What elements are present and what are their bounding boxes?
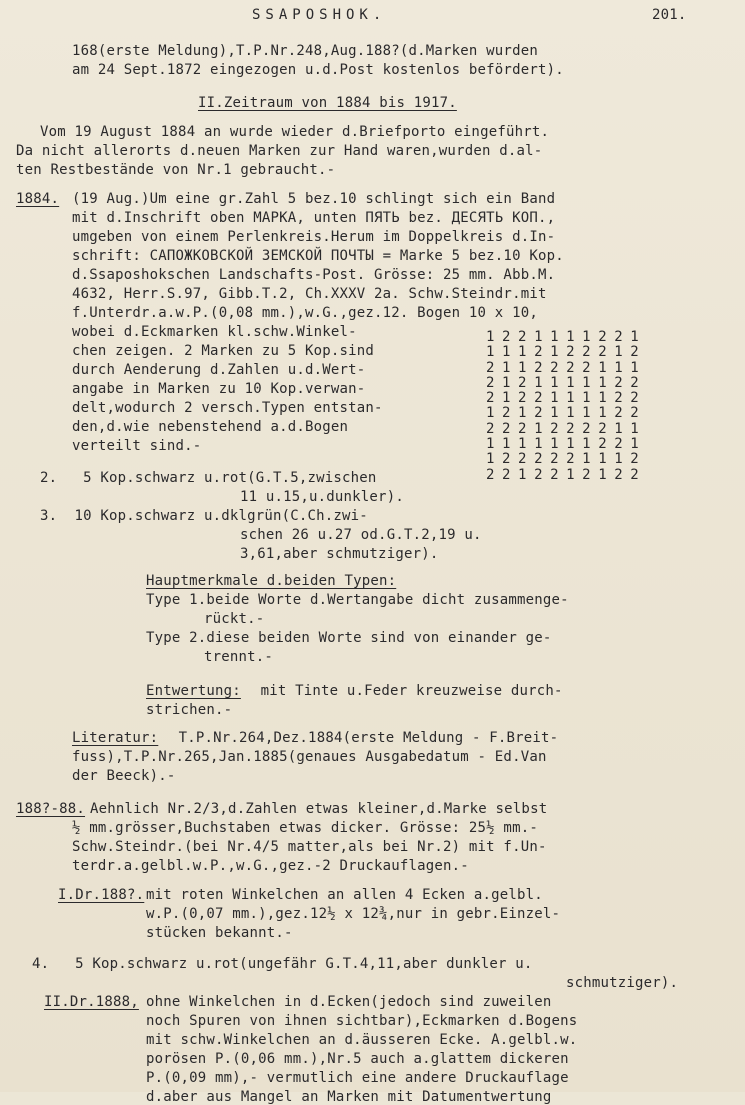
text-line: mit roten Winkelchen an allen 4 Ecken a.gelbl. [146, 887, 543, 903]
text-line: terdr.a.gelbl.w.P.,w.G.,gez.-2 Druckauflagen.- [72, 858, 469, 874]
text-line: Aehnlich Nr.2/3,d.Zahlen etwas kleiner,d.Marke selbst [90, 801, 548, 817]
printing-label: II.Dr.1888, [44, 994, 139, 1010]
text-line: schen 26 u.27 od.G.T.2,19 u. [240, 527, 482, 543]
type-distribution-grid [486, 330, 646, 483]
printing-label: I.Dr.188?. [58, 887, 145, 903]
running-title: SSAPOSHOK. [252, 7, 387, 23]
grid-row: 1221111221 [486, 329, 647, 345]
text-line: d.Ssaposhokschen Landschafts-Post. Grösse: 25 mm. Abb.M. [72, 267, 556, 283]
text-line: noch Spuren von ihnen sichtbar),Eckmarken d.Bogens [146, 1013, 578, 1029]
text-line: am 24 Sept.1872 eingezogen u.d.Post kostenlos befördert). [72, 62, 564, 78]
grid-row: 1112122212 [486, 344, 647, 361]
text-line: stücken bekannt.- [146, 925, 293, 941]
grid-row: 2112222111 [486, 359, 647, 376]
text-line: d.aber aus Mangel an Marken mit Datumentwertung [146, 1089, 552, 1105]
text-line: fuss),T.P.Nr.265,Jan.1885(genaues Ausgabedatum - Ed.Van [72, 749, 547, 765]
text-line: mit d.Inschrift oben МАРКА, unten ПЯТЬ bez. ДЕСЯТЬ КОП., [72, 210, 556, 226]
text-line: (19 Aug.)Um eine gr.Zahl 5 bez.10 schlingt sich ein Band [72, 191, 556, 207]
text-line: durch Aenderung d.Zahlen u.d.Wert- [72, 362, 366, 378]
text-line: porösen P.(0,06 mm.),Nr.5 auch a.glattem dickeren [146, 1051, 569, 1067]
text-line: den,d.wie nebenstehend a.d.Bogen [72, 419, 349, 435]
text-line: mit schw.Winkelchen an d.äusseren Ecke. A.gelbl.w. [146, 1032, 578, 1048]
text-line: delt,wodurch 2 versch.Typen entstan- [72, 400, 383, 416]
literature-label: Literatur: [72, 730, 159, 746]
text-line: schrift: САПОЖКОВСКОЙ ЗЕМСКОЙ ПОЧТЫ = Marke 5 bez.10 Kop. [72, 248, 564, 264]
text-line: Type 2.diese beiden Worte sind von einander ge- [146, 630, 552, 646]
text-line: w.P.(0,07 mm.),gez.12½ x 12¾,nur in gebr.Einzel- [146, 906, 561, 922]
text-line: der Beeck).- [72, 768, 176, 784]
text-line: strichen.- [146, 702, 233, 718]
text-line: ohne Winkelchen in d.Ecken(jedoch sind zuweilen [146, 994, 552, 1010]
text-line: Vom 19 August 1884 an wurde wieder d.Briefporto eingeführt. [40, 124, 550, 140]
cancellation-label: Entwertung: [146, 683, 241, 699]
issue-date-label: 1884. [16, 191, 60, 207]
grid-row: 1111111221 [486, 436, 647, 453]
text-line: Type 1.beide Worte d.Wertangabe dicht zusammenge- [146, 592, 569, 608]
text-line: 4632, Herr.S.97, Gibb.T.2, Ch.XXXV 2a. Schw.Steindr.mit [72, 286, 547, 302]
text-line: mit Tinte u.Feder kreuzweise durch- [252, 683, 563, 699]
grid-row: 2212212122 [486, 466, 647, 483]
text-line: umgeben von einem Perlenkreis.Herum im Doppelkreis d.In- [72, 229, 556, 245]
grid-row: 1212111122 [486, 405, 647, 422]
text-line: angabe in Marken zu 10 Kop.verwan- [72, 381, 366, 397]
text-line: T.P.Nr.264,Dez.1884(erste Meldung - F.Breit- [170, 730, 559, 746]
text-line: chen zeigen. 2 Marken zu 5 Kop.sind [72, 343, 375, 359]
subheading: Hauptmerkmale d.beiden Typen: [146, 573, 397, 589]
text-line: 168(erste Meldung),T.P.Nr.248,Aug.188?(d.Marken wurden [72, 43, 538, 59]
text-line: schmutziger). [566, 975, 679, 991]
text-line: ten Restbestände von Nr.1 gebraucht.- [16, 162, 336, 178]
catalog-entry-3: 3. 10 Kop.schwarz u.dklgrün(C.Ch.zwi- [40, 508, 368, 524]
page-number: 201. [652, 7, 687, 23]
text-line: ½ mm.grösser,Buchstaben etwas dicker. Grösse: 25½ mm.- [72, 820, 538, 836]
grid-row: 2122111122 [486, 390, 647, 407]
catalog-entry-2: 2. 5 Kop.schwarz u.rot(G.T.5,zwischen [40, 470, 377, 486]
text-line: Schw.Steindr.(bei Nr.4/5 matter,als bei Nr.2) mit f.Un- [72, 839, 547, 855]
text-line: 11 u.15,u.dunkler). [240, 489, 404, 505]
text-line: Da nicht allerorts d.neuen Marken zur Hand waren,wurden d.al- [16, 143, 543, 159]
text-line: 3,61,aber schmutziger). [240, 546, 439, 562]
catalog-entry-4: 4. 5 Kop.schwarz u.rot(ungefähr G.T.4,11,aber dunkler u. [32, 956, 533, 972]
text-line: f.Unterdr.a.w.P.(0,08 mm.),w.G.,gez.12. Bogen 10 x 10, [72, 305, 538, 321]
issue-date-label: 188?-88. [16, 801, 86, 817]
text-line: wobei d.Eckmarken kl.schw.Winkel- [72, 324, 357, 340]
section-heading: II.Zeitraum von 1884 bis 1917. [198, 95, 457, 111]
text-line: trennt.- [204, 649, 274, 665]
grid-row: 2121111122 [486, 374, 647, 391]
grid-row: 2221222211 [486, 420, 647, 437]
grid-row: 1222221112 [486, 451, 647, 468]
text-line: P.(0,09 mm),- vermutlich eine andere Druckauflage [146, 1070, 569, 1086]
text-line: verteilt sind.- [72, 438, 202, 454]
text-line: rückt.- [204, 611, 265, 627]
